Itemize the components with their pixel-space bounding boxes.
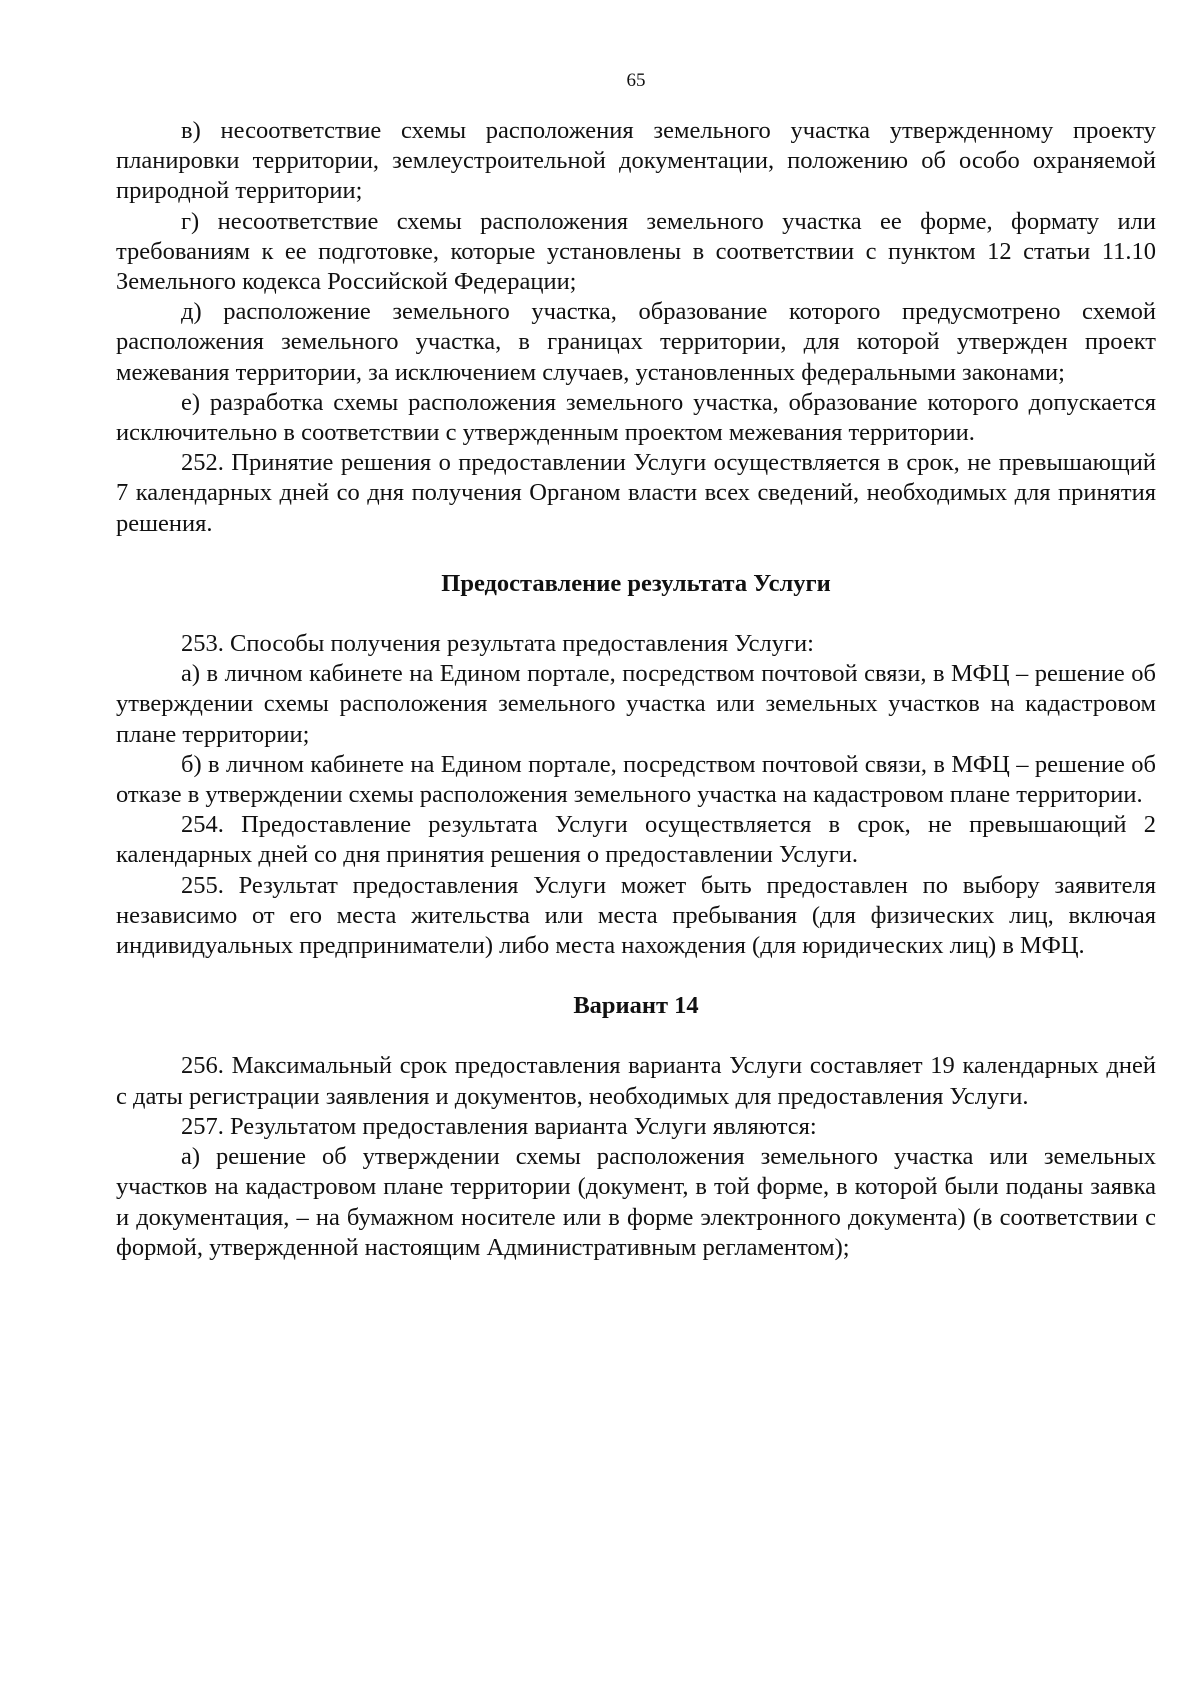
paragraph-g: г) несоответствие схемы расположения земельного участка ее форме, формату или требованиям к ее подготовке, которые установлены в соответствии с пунктом 12 статьи 11.10 Земельного кодекса Российской Федерации; bbox=[116, 207, 1156, 296]
paragraph-253: 253. Способы получения результата предоставления Услуги: bbox=[181, 630, 814, 658]
document-body bbox=[116, 116, 1156, 1263]
paragraph-253-b: б) в личном кабинете на Едином портале, посредством почтовой связи, в МФЦ – решение об отказе в утверждении схемы расположения земельного участка на кадастровом плане территории. bbox=[116, 750, 1156, 809]
spacer bbox=[116, 1021, 1156, 1051]
spacer bbox=[116, 599, 1156, 629]
spacer bbox=[116, 539, 1156, 569]
page-number: 65 bbox=[626, 70, 646, 91]
paragraph-255: 255. Результат предоставления Услуги может быть предоставлен по выбору заявителя независимо от его места жительства или места пребывания (для физических лиц, включая индивидуальных предприниматели) либо места нахождения (для юридических лиц) в МФЦ. bbox=[116, 871, 1156, 960]
paragraph-257: 257. Результатом предоставления варианта Услуги являются: bbox=[181, 1112, 817, 1140]
paragraph-d: д) расположение земельного участка, образование которого предусмотрено схемой расположения земельного участка, в границах территории, для которой утвержден проект межевания территории, за исключением случаев, установленных федеральными законами; bbox=[116, 298, 1156, 386]
paragraph-252: 252. Принятие решения о предоставлении Услуги осуществляется в срок, не превышающий 7 календарных дней со дня получения Органом власти всех сведений, необходимых для принятия решения. bbox=[116, 449, 1156, 537]
paragraph-v: в) несоответствие схемы расположения земельного участка утвержденному проекту планировки территории, землеустроительной документации, положению об особо охраняемой природной территории; bbox=[116, 117, 1156, 205]
paragraph-253-a: а) в личном кабинете на Едином портале, посредством почтовой связи, в МФЦ – решение об утверждении схемы расположения земельного участка или земельных участков на кадастровом плане территории; bbox=[116, 660, 1156, 748]
section-heading-variant: Вариант 14 bbox=[573, 992, 699, 1020]
paragraph-256: 256. Максимальный срок предоставления варианта Услуги составляет 19 календарных дней с даты регистрации заявления и документов, необходимых для предоставления Услуги. bbox=[116, 1052, 1156, 1110]
section-heading-result: Предоставление результата Услуги bbox=[441, 569, 831, 597]
spacer bbox=[116, 961, 1156, 991]
paragraph-257-a: а) решение об утверждении схемы расположения земельного участка или земельных участков на кадастровом плане территории (документ, в той форме, в которой были поданы заявка и документация, – на бумажном носителе или в форме электронного документа) (в соответствии с формой, утвержденной настоящим Административным регламентом); bbox=[116, 1143, 1156, 1261]
paragraph-254: 254. Предоставление результата Услуги осуществляется в срок, не превышающий 2 календарных дней со дня принятия решения о предоставлении Услуги. bbox=[116, 811, 1156, 869]
paragraph-e: е) разработка схемы расположения земельного участка, образование которого допускается исключительно в соответствии с утвержденным проектом межевания территории. bbox=[116, 388, 1156, 447]
